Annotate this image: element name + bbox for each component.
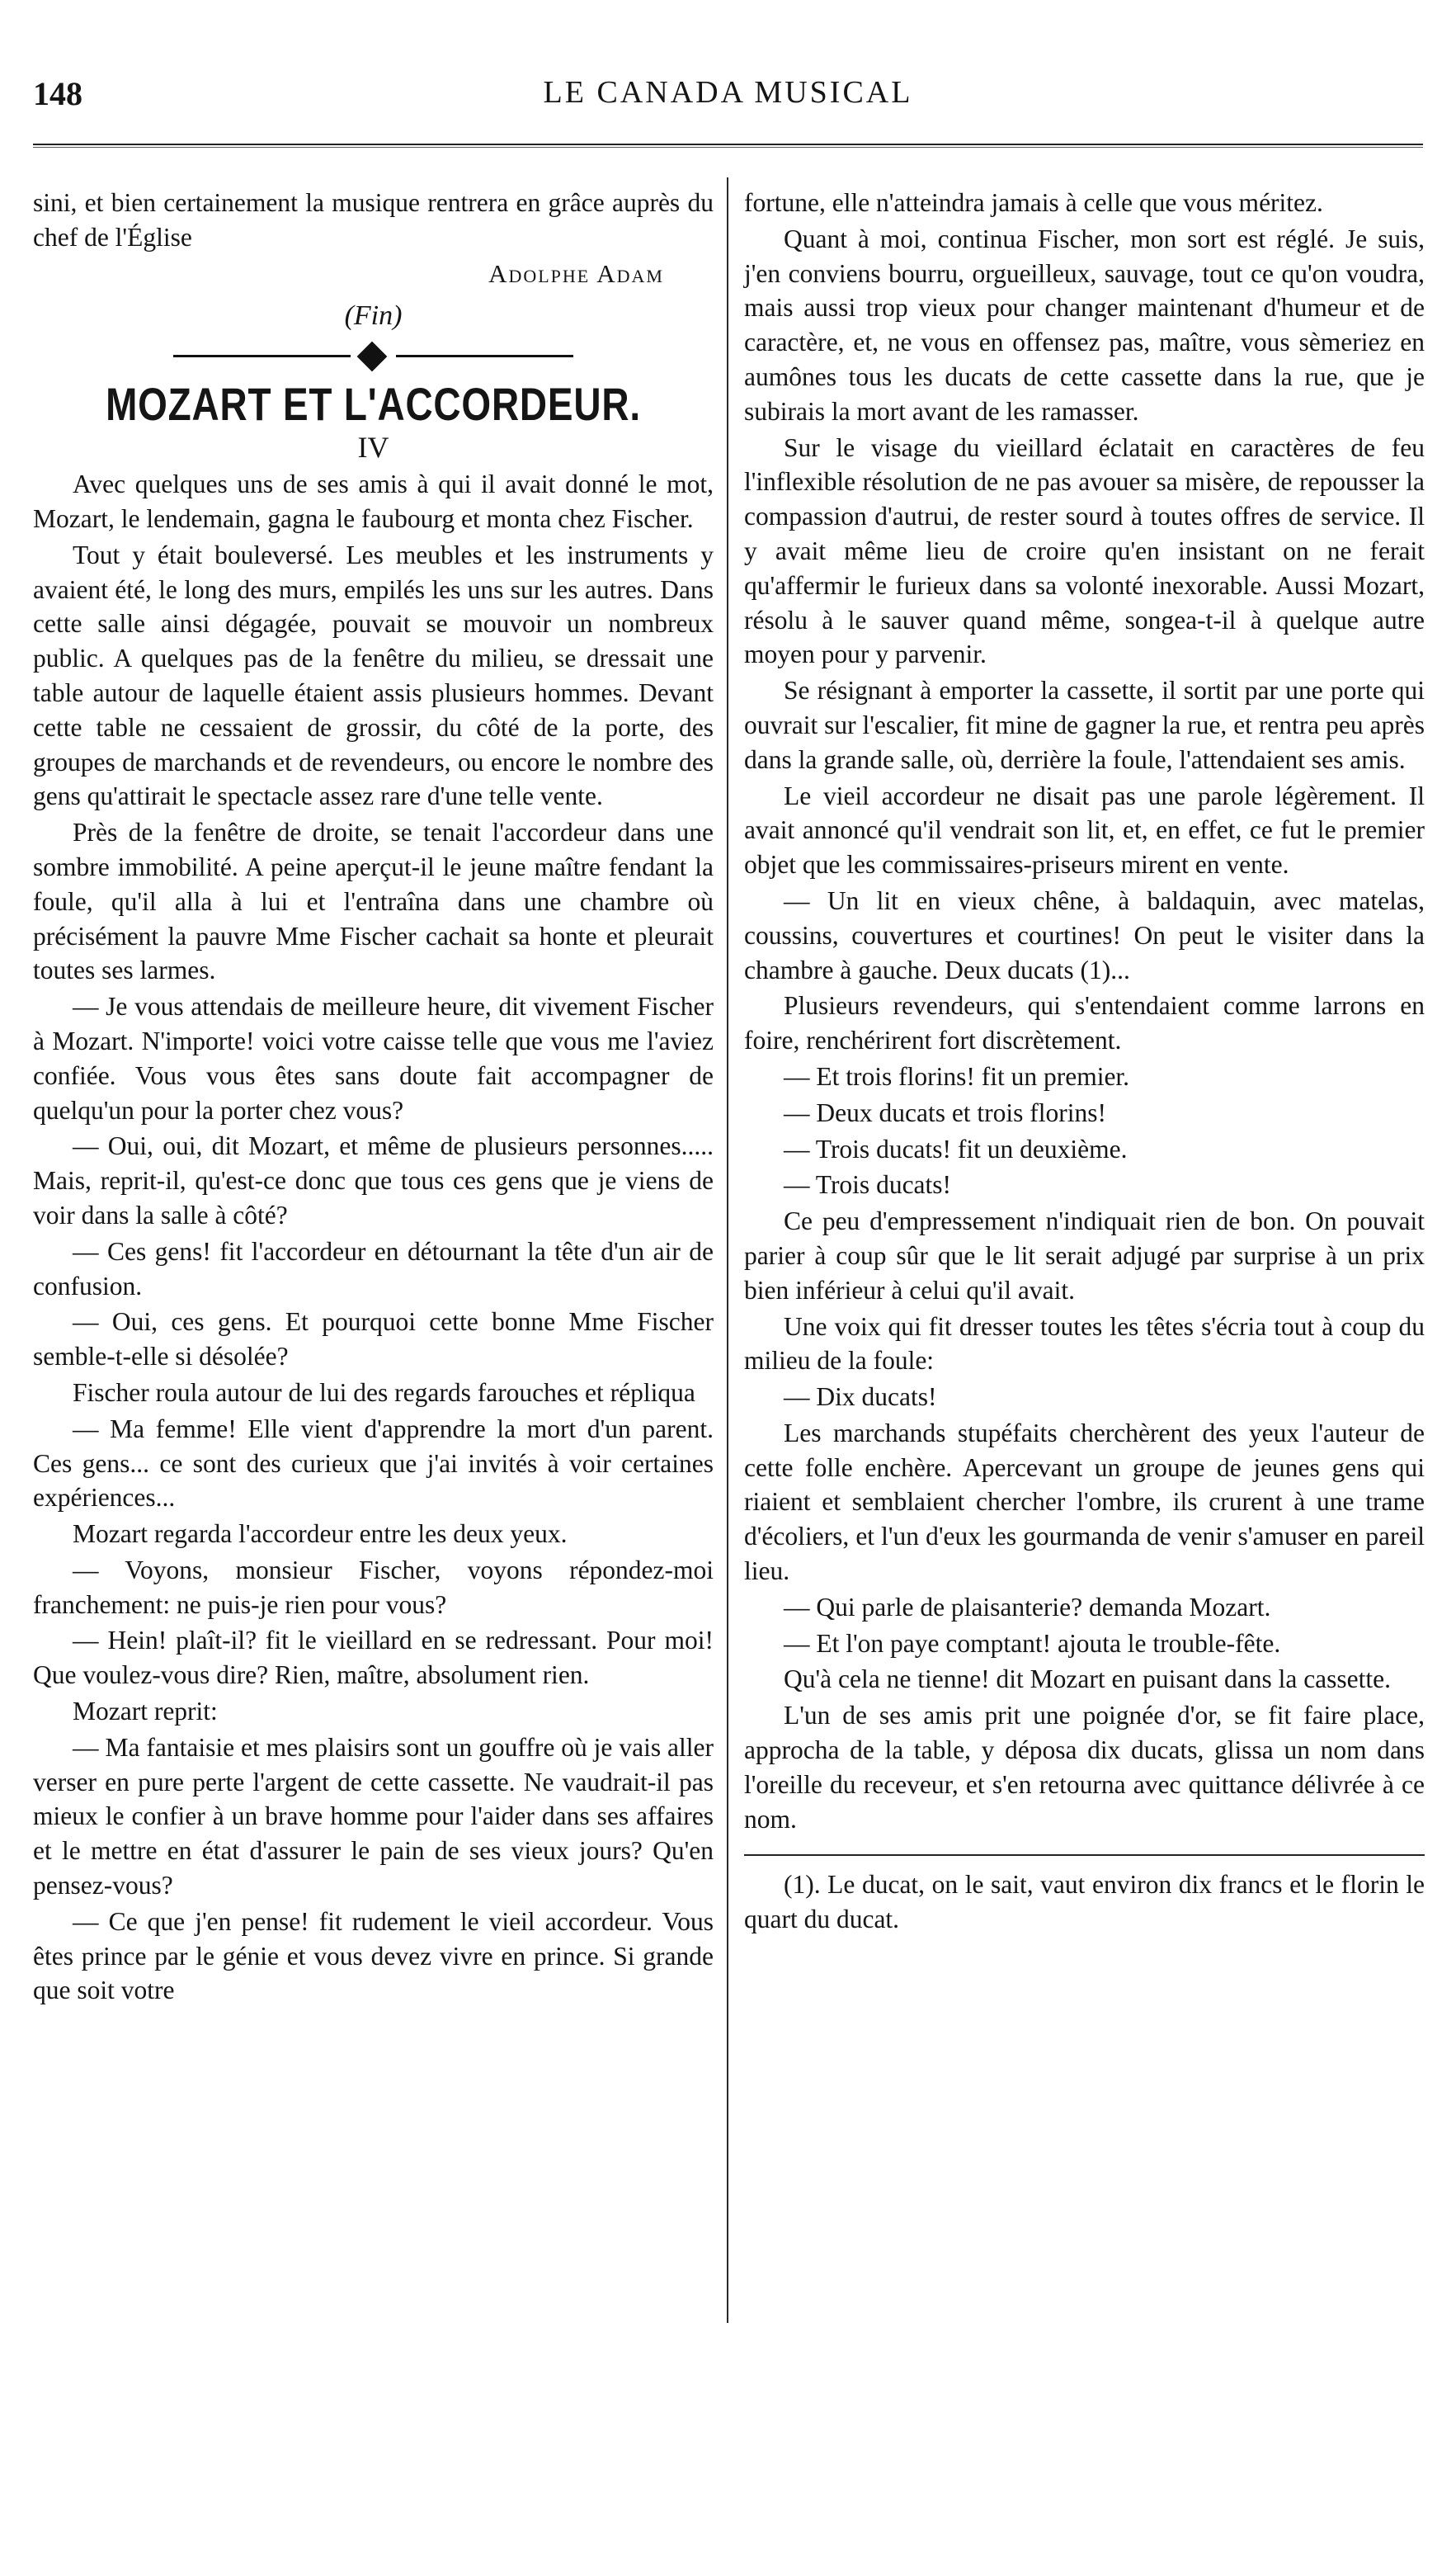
running-head [33,69,1423,119]
paragraph: Tout y était bouleversé. Les meubles et les instruments y avaient été, le long des murs, empilés les uns sur les autres. Dans cette salle ainsi dégagée, pouvait se mouvoir un nombreux public. A quelques pas de la fenêtre du milieu, se dressait une table autour de laquelle étaient assis plusieurs hommes. Devant cette table ne cessaient de grossir, du côté de la porte, des groupes de marchands et de revendeurs, ou encore le nombre des gens qu'attirait le spectacle assez rare d'une telle vente. [33,540,714,811]
paragraph: — Oui, oui, dit Mozart, et même de plusieurs personnes..... Mais, reprit-il, qu'est-ce donc que tous ces gens que je viens de voir dans la salle à côté? [33,1131,714,1230]
paragraph: — Trois ducats! [784,1170,952,1200]
paragraph: — Voyons, monsieur Fischer, voyons répondez-moi franchement: ne puis-je rien pour vous? [33,1555,714,1619]
paragraph: Une voix qui fit dresser toutes les têtes s'écria tout à coup du milieu de la foule: [744,1311,1425,1376]
paragraph: Les marchands stupéfaits cherchèrent des yeux l'auteur de cette folle enchère. Apercevant un groupe de jeunes gens qui riaient et semblaient chercher l'ombre, ils crurent à une trame d'écoliers, et l'un d'eux les gourmanda de venir s'amuser en pareil lieu. [744,1418,1425,1586]
paragraph: Fischer roula autour de lui des regards farouches et répliqua [73,1377,695,1407]
footnote-rule [744,1854,1425,1856]
paragraph: Le vieil accordeur ne disait pas une parole légèrement. Il avait annoncé qu'il vendrait son lit, et, en effet, ce fut le premier objet que les commissaires-priseurs mirent en vente. [744,781,1425,880]
right-column [744,186,1425,1938]
paragraph: — Ma femme! Elle vient d'apprendre la mort d'un parent. Ces gens... ce sont des curieux que j'ai invités à voir certaines expériences... [33,1414,714,1513]
paragraph: — Je vous attendais de meilleure heure, dit vivement Fischer à Mozart. N'importe! voici votre caisse telle que vous me l'aviez confiée. Vous vous êtes sans doute fait accompagner de quelqu'un pour la porter chez vous? [33,992,714,1125]
paragraph: — Dix ducats! [784,1382,937,1412]
paragraph: Qu'à cela ne tienne! dit Mozart en puisant dans la cassette. [784,1664,1392,1694]
paragraph: fortune, elle n'atteindra jamais à celle que vous méritez. [744,188,1323,217]
paragraph: — Un lit en vieux chêne, à baldaquin, avec matelas, coussins, couvertures et courtines! On peut le visiter dans la chambre à gauche. Deux ducats (1)... [744,885,1425,984]
paragraph: L'un de ses amis prit une poignée d'or, se fit faire place, approcha de la table, y déposa dix ducats, glissa un nom dans l'oreille du receveur, et s'en retourna avec quittance délivrée à ce nom. [744,1701,1425,1834]
paragraph: Plusieurs revendeurs, qui s'entendaient comme larrons en foire, renchérirent fort discrètement. [744,991,1425,1055]
page-number: 148 [33,75,82,112]
article-title: MOZART ET L'ACCORDEUR. [106,378,641,431]
journal-title: LE CANADA MUSICAL [543,75,913,110]
footnote: (1). Le ducat, on le sait, vaut environ dix francs et le florin le quart du ducat. [744,1870,1425,1934]
paragraph: — Ma fantaisie et mes plaisirs sont un gouffre où je vais aller verser en pure perte l'argent de cette cassette. Ne vaudrait-il pas mieux le confier à un brave homme pour l'aider dans ses affaires et le mettre en état d'assurer le pain de ses vieux jours? Qu'en pensez-vous? [33,1732,714,1900]
paragraph: — Hein! plaît-il? fit le vieillard en se redressant. Pour moi! Que voulez-vous dire? Rien, maître, absolument rien. [33,1626,714,1690]
end-marker: (Fin) [344,300,403,332]
paragraph: — Et trois florins! fit un premier. [784,1061,1130,1091]
divider-line-right [396,355,573,357]
paragraph: Avec quelques uns de ses amis à qui il avait donné le mot, Mozart, le lendemain, gagna le faubourg et monta chez Fischer. [33,470,714,533]
paragraph: — Ces gens! fit l'accordeur en détournant la tête d'un air de confusion. [33,1236,714,1301]
paragraph: Ce peu d'empressement n'indiquait rien de bon. On pouvait parier à coup sûr que le lit serait adjugé par surprise à un prix bien inférieur à celui qu'il avait. [744,1206,1425,1305]
author-signature: Adolphe Adam [488,258,664,288]
divider-diamond-icon [357,342,388,372]
column-divider [727,177,728,2323]
divider-line-left [173,355,351,357]
paragraph: Près de la fenêtre de droite, se tenait l'accordeur dans une sombre immobilité. A peine aperçut-il le jeune maître fendant la foule, qu'il alla à lui et l'entraîna dans une chambre où précisément la pauvre Mme Fischer cachait sa honte et pleurait toutes ses larmes. [33,818,714,985]
paragraph: Se résignant à emporter la cassette, il sortit par une porte qui ouvrait sur l'escalier, fit mine de gagner la rue, et rentra peu après dans la grande salle, où, derrière la foule, l'attendaient ses amis. [744,676,1425,774]
paragraph: Mozart regarda l'accordeur entre les deux yeux. [73,1519,568,1549]
left-column [33,186,714,2009]
paragraph: Mozart reprit: [73,1697,218,1726]
paragraph: — Qui parle de plaisanterie? demanda Mozart. [784,1592,1271,1622]
paragraph: — Trois ducats! fit un deuxième. [784,1134,1128,1164]
paragraph: — Ce que j'en pense! fit rudement le vieil accordeur. Vous êtes prince par le génie et vous devez vivre en prince. Si grande que soit votre [33,1906,714,2005]
paragraph: Quant à moi, continua Fischer, mon sort est réglé. Je suis, j'en conviens bourru, orgueilleux, sauvage, tout ce qu'on voudra, mais aussi trop vieux pour changer maintenant d'humeur et de caractère, et, ne vous en offensez pas, maître, vous sèmeriez en aumônes tous les ducats de cette cassette dans la rue, que je subirais la mort avant de les ramasser. [744,224,1425,426]
paragraph: — Deux ducats et trois florins! [784,1098,1107,1127]
paragraph: — Et l'on paye comptant! ajouta le trouble-fête. [784,1628,1281,1658]
header-rule [33,144,1423,145]
paragraph: — Oui, ces gens. Et pourquoi cette bonne Mme Fischer semble-t-elle si désolée? [33,1307,714,1371]
ornamental-divider [33,343,714,368]
paragraph: Sur le visage du vieillard éclatait en caractères de feu l'inflexible résolution de ne pas avouer sa misère, de repousser la compassion d'autrui, de rester sourd à toutes offres de service. Il y avait même lieu de croire qu'en insistant on ne ferait qu'affermir le furieux dans sa volonté inexorable. Aussi Mozart, résolu à le sauver quand même, songea-t-il à quelque autre moyen pour y parvenir. [744,432,1425,669]
header-rule-thin [33,147,1423,148]
previous-article-ending: sini, et bien certainement la musique rentrera en grâce auprès du chef de l'Église [33,188,714,252]
chapter-number: IV [357,431,389,465]
